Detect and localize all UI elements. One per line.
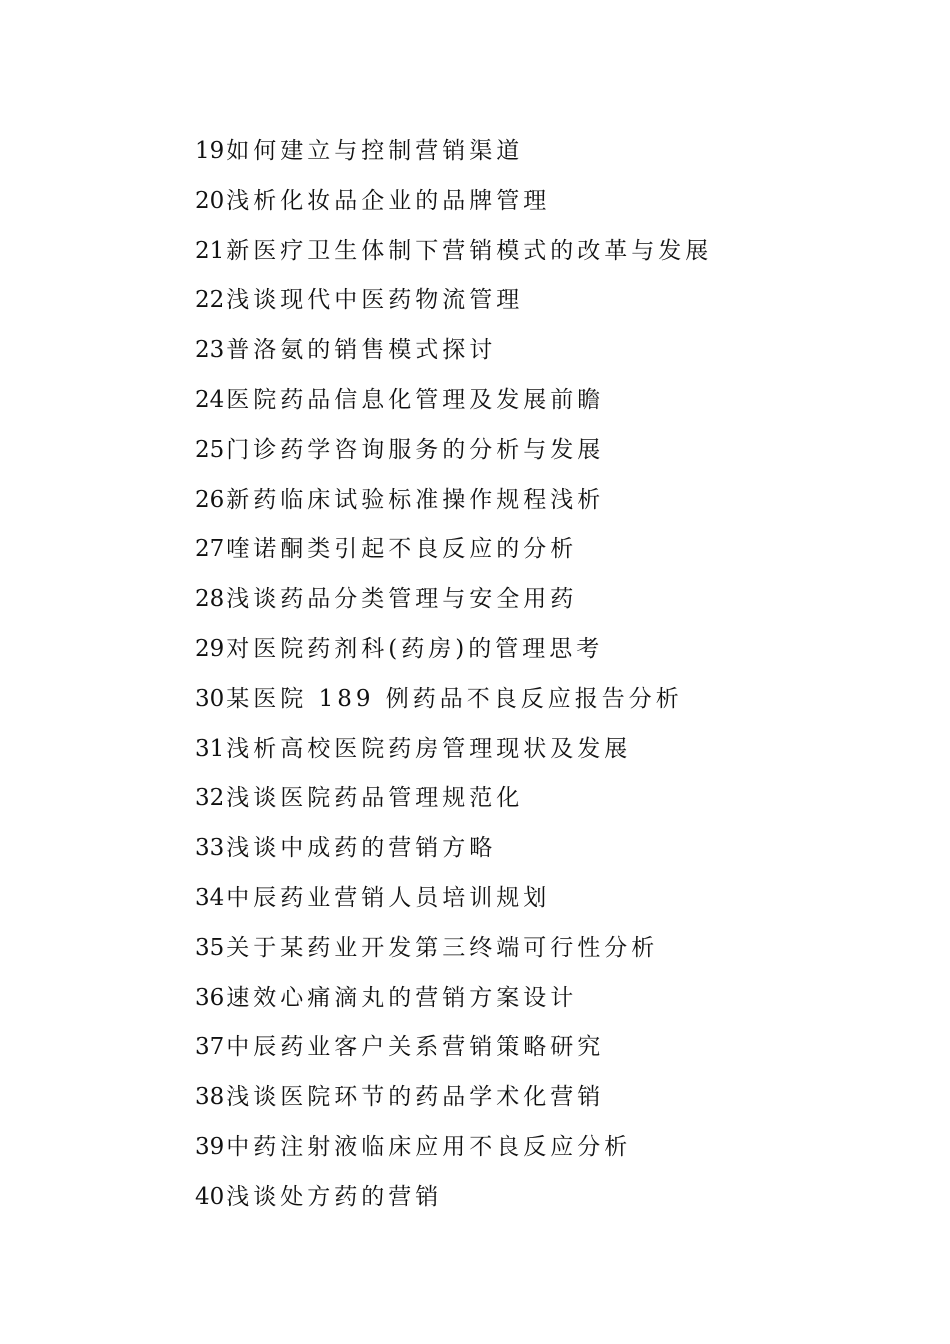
item-text: 门诊药学咨询服务的分析与发展 — [226, 436, 605, 463]
item-number: 32 — [195, 785, 225, 812]
item-text: 浅谈中成药的营销方略 — [226, 835, 497, 862]
list-item — [195, 1178, 712, 1228]
item-number: 40 — [195, 1183, 225, 1210]
list-item — [195, 530, 712, 580]
list-item — [195, 481, 712, 531]
list-item — [195, 431, 712, 481]
list-item — [195, 630, 712, 680]
item-number: 19 — [195, 138, 225, 164]
list-item — [195, 281, 712, 331]
item-text: 对医院药剂科(药房)的管理思考 — [226, 635, 604, 662]
item-number: 36 — [195, 984, 225, 1011]
item-number: 31 — [195, 735, 225, 762]
list-item — [195, 182, 712, 232]
item-number: 34 — [195, 884, 225, 911]
item-number: 26 — [195, 486, 225, 513]
item-number: 30 — [195, 685, 225, 712]
list-item — [195, 1028, 712, 1078]
list-item — [195, 1128, 712, 1178]
item-text: 普洛氨的销售模式探讨 — [226, 337, 497, 364]
list-item — [195, 232, 712, 282]
item-number: 39 — [195, 1133, 225, 1160]
item-text: 浅谈现代中医药物流管理 — [226, 287, 524, 314]
item-text: 中辰药业营销人员培训规划 — [226, 884, 551, 911]
item-number: 24 — [195, 386, 225, 413]
item-text: 如何建立与控制营销渠道 — [226, 138, 524, 164]
item-text: 浅谈药品分类管理与安全用药 — [226, 586, 578, 613]
list-item — [195, 929, 712, 979]
item-number: 29 — [195, 635, 225, 662]
item-number: 25 — [195, 436, 225, 463]
topic-list — [195, 132, 712, 1228]
item-number: 28 — [195, 586, 225, 613]
item-text: 喹诺酮类引起不良反应的分析 — [226, 536, 578, 563]
item-text: 速效心痛滴丸的营销方案设计 — [226, 984, 578, 1011]
item-text: 中药注射液临床应用不良反应分析 — [226, 1133, 632, 1160]
item-number: 21 — [195, 237, 225, 264]
item-text: 浅谈医院环节的药品学术化营销 — [226, 1084, 605, 1111]
item-text: 浅谈医院药品管理规范化 — [226, 785, 524, 812]
list-item — [195, 132, 712, 182]
list-item — [195, 829, 712, 879]
list-item — [195, 331, 712, 381]
item-text: 浅析高校医院药房管理现状及发展 — [226, 735, 632, 762]
item-text: 关于某药业开发第三终端可行性分析 — [226, 934, 659, 961]
item-text: 中辰药业客户关系营销策略研究 — [226, 1034, 605, 1061]
item-text: 新药临床试验标准操作规程浅析 — [226, 486, 605, 513]
item-number: 23 — [195, 337, 225, 364]
list-item — [195, 730, 712, 780]
list-item — [195, 879, 712, 929]
item-text: 医院药品信息化管理及发展前瞻 — [226, 386, 605, 413]
list-item — [195, 779, 712, 829]
list-item — [195, 680, 712, 730]
list-item — [195, 580, 712, 630]
item-number: 22 — [195, 287, 225, 314]
list-item — [195, 979, 712, 1029]
item-number: 33 — [195, 835, 225, 862]
item-number: 38 — [195, 1084, 225, 1111]
item-number: 20 — [195, 187, 225, 214]
list-item — [195, 1078, 712, 1128]
item-text: 新医疗卫生体制下营销模式的改革与发展 — [226, 237, 713, 264]
item-text: 浅析化妆品企业的品牌管理 — [226, 187, 551, 214]
item-number: 35 — [195, 934, 225, 961]
item-number: 37 — [195, 1034, 225, 1061]
item-text: 某医院 189 例药品不良反应报告分析 — [226, 685, 683, 712]
item-number: 27 — [195, 536, 225, 563]
list-item — [195, 381, 712, 431]
item-text: 浅谈处方药的营销 — [226, 1183, 443, 1210]
